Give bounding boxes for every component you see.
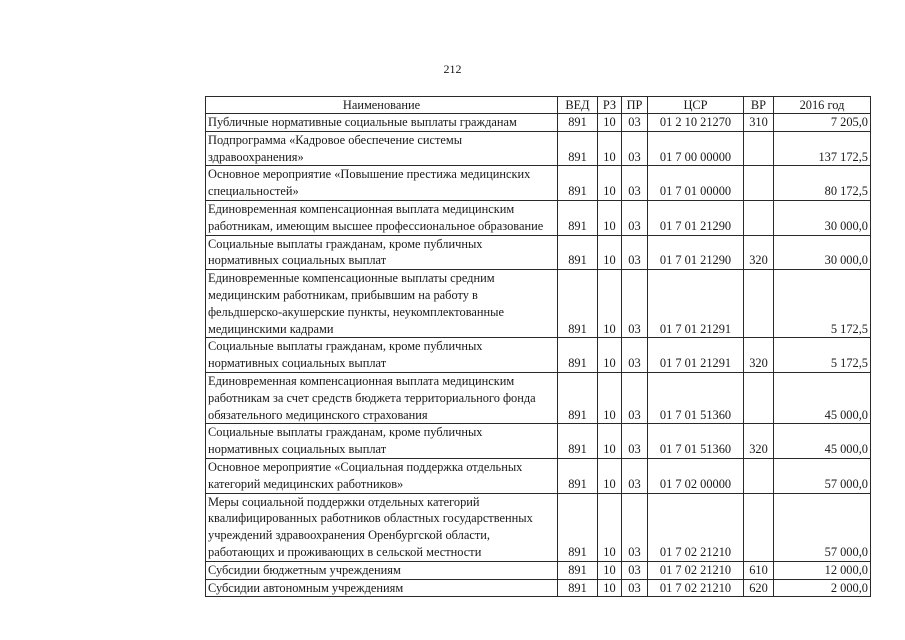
row-csr: 01 7 01 51360 [648, 372, 744, 423]
row-name: Социальные выплаты гражданам, кроме публичных нормативных социальных выплат [206, 235, 558, 270]
row-ved: 891 [558, 493, 598, 561]
row-pr: 03 [622, 372, 648, 423]
row-csr: 01 7 01 00000 [648, 166, 744, 201]
row-vr [744, 493, 774, 561]
row-pr: 03 [622, 579, 648, 597]
row-ved: 891 [558, 131, 598, 166]
row-vr [744, 372, 774, 423]
row-vr: 320 [744, 424, 774, 459]
row-ved: 891 [558, 458, 598, 493]
table-row [206, 338, 871, 373]
row-amount: 30 000,0 [774, 200, 871, 235]
row-ved: 891 [558, 200, 598, 235]
row-csr: 01 2 10 21270 [648, 114, 744, 132]
table-header-row [206, 97, 871, 114]
row-rz: 10 [598, 372, 622, 423]
row-rz: 10 [598, 270, 622, 338]
row-ved: 891 [558, 561, 598, 579]
row-vr: 310 [744, 114, 774, 132]
row-amount: 30 000,0 [774, 235, 871, 270]
row-ved: 891 [558, 372, 598, 423]
header-ved: ВЕД [558, 97, 598, 114]
row-rz: 10 [598, 493, 622, 561]
row-amount: 80 172,5 [774, 166, 871, 201]
row-rz: 10 [598, 131, 622, 166]
row-rz: 10 [598, 235, 622, 270]
row-name: Основное мероприятие «Повышение престижа медицинских специальностей» [206, 166, 558, 201]
row-pr: 03 [622, 424, 648, 459]
row-pr: 03 [622, 235, 648, 270]
row-name: Единовременная компенсационная выплата медицинским работникам за счет средств бюджета территориального фонда обязательного медицинского страхования [206, 372, 558, 423]
row-name: Субсидии бюджетным учреждениям [206, 561, 558, 579]
header-year: 2016 год [774, 97, 871, 114]
row-amount: 2 000,0 [774, 579, 871, 597]
row-pr: 03 [622, 131, 648, 166]
row-amount: 137 172,5 [774, 131, 871, 166]
page-number: 212 [443, 62, 462, 76]
row-vr [744, 166, 774, 201]
table-row [206, 166, 871, 201]
table-row [206, 270, 871, 338]
row-pr: 03 [622, 200, 648, 235]
row-rz: 10 [598, 579, 622, 597]
row-vr [744, 270, 774, 338]
row-csr: 01 7 01 21290 [648, 235, 744, 270]
row-name: Основное мероприятие «Социальная поддержка отдельных категорий медицинских работников» [206, 458, 558, 493]
row-pr: 03 [622, 114, 648, 132]
row-rz: 10 [598, 458, 622, 493]
row-amount: 57 000,0 [774, 493, 871, 561]
row-ved: 891 [558, 166, 598, 201]
row-name: Единовременные компенсационные выплаты средним медицинским работникам, прибывшим на работу в фельдшерско-акушерские пункты, неукомплектованные медицинскими кадрами [206, 270, 558, 338]
header-name: Наименование [206, 97, 558, 114]
header-vr: ВР [744, 97, 774, 114]
header-rz: РЗ [598, 97, 622, 114]
row-amount: 7 205,0 [774, 114, 871, 132]
row-csr: 01 7 01 21291 [648, 338, 744, 373]
row-pr: 03 [622, 561, 648, 579]
row-pr: 03 [622, 270, 648, 338]
row-pr: 03 [622, 338, 648, 373]
table-row [206, 561, 871, 579]
row-rz: 10 [598, 200, 622, 235]
row-amount: 57 000,0 [774, 458, 871, 493]
row-csr: 01 7 02 21210 [648, 561, 744, 579]
row-csr: 01 7 01 21290 [648, 200, 744, 235]
row-name: Подпрограмма «Кадровое обеспечение системы здравоохранения» [206, 131, 558, 166]
row-ved: 891 [558, 579, 598, 597]
table-row [206, 235, 871, 270]
table-row [206, 200, 871, 235]
row-amount: 12 000,0 [774, 561, 871, 579]
row-pr: 03 [622, 493, 648, 561]
row-vr: 610 [744, 561, 774, 579]
row-vr: 320 [744, 235, 774, 270]
row-amount: 5 172,5 [774, 338, 871, 373]
row-vr [744, 131, 774, 166]
row-pr: 03 [622, 166, 648, 201]
row-name: Социальные выплаты гражданам, кроме публичных нормативных социальных выплат [206, 338, 558, 373]
table-row [206, 493, 871, 561]
table-row [206, 579, 871, 597]
row-rz: 10 [598, 424, 622, 459]
row-ved: 891 [558, 235, 598, 270]
row-name: Публичные нормативные социальные выплаты гражданам [206, 114, 558, 132]
row-csr: 01 7 01 21291 [648, 270, 744, 338]
header-pr: ПР [622, 97, 648, 114]
row-csr: 01 7 01 51360 [648, 424, 744, 459]
row-amount: 45 000,0 [774, 424, 871, 459]
row-rz: 10 [598, 114, 622, 132]
row-ved: 891 [558, 270, 598, 338]
row-vr: 620 [744, 579, 774, 597]
table-row [206, 114, 871, 132]
row-vr: 320 [744, 338, 774, 373]
budget-table [205, 96, 871, 597]
row-ved: 891 [558, 338, 598, 373]
row-vr [744, 200, 774, 235]
row-vr [744, 458, 774, 493]
row-name: Социальные выплаты гражданам, кроме публичных нормативных социальных выплат [206, 424, 558, 459]
row-csr: 01 7 02 21210 [648, 579, 744, 597]
row-ved: 891 [558, 114, 598, 132]
row-rz: 10 [598, 166, 622, 201]
row-name: Единовременная компенсационная выплата медицинским работникам, имеющим высшее профессиональное образование [206, 200, 558, 235]
table-row [206, 424, 871, 459]
table-row [206, 131, 871, 166]
row-rz: 10 [598, 338, 622, 373]
row-amount: 5 172,5 [774, 270, 871, 338]
row-csr: 01 7 02 21210 [648, 493, 744, 561]
row-amount: 45 000,0 [774, 372, 871, 423]
row-csr: 01 7 00 00000 [648, 131, 744, 166]
row-name: Меры социальной поддержки отдельных категорий квалифицированных работников областных государственных учреждений здравоохранения Оренбургской области, работающих и проживающих в сельской местности [206, 493, 558, 561]
table-row [206, 372, 871, 423]
row-ved: 891 [558, 424, 598, 459]
row-csr: 01 7 02 00000 [648, 458, 744, 493]
row-pr: 03 [622, 458, 648, 493]
row-rz: 10 [598, 561, 622, 579]
row-name: Субсидии автономным учреждениям [206, 579, 558, 597]
header-csr: ЦСР [648, 97, 744, 114]
table-row [206, 458, 871, 493]
